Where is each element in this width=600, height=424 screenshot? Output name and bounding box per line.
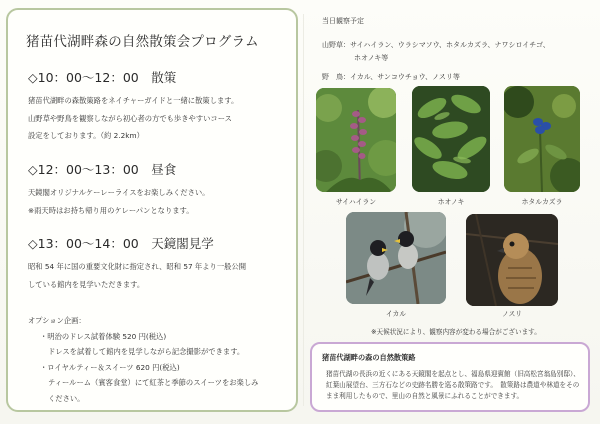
orchid-photo — [316, 88, 396, 192]
birds-label: 野 鳥： — [322, 73, 350, 81]
grosbeak-photo — [346, 212, 446, 304]
program-title: 猪苗代湖畔森の自然散策会プログラム — [26, 34, 259, 50]
photo-caption: ホタルカズラ — [521, 198, 563, 206]
birds-row — [322, 72, 460, 82]
section-line: ※雨天時はお持ち帰り用のケレーパンとなります。 — [28, 205, 194, 215]
section-line: している館内を見学いただきます。 — [28, 279, 145, 289]
options-block — [28, 313, 258, 406]
section-line: 設定をしております。（約 2.2km） — [28, 131, 144, 140]
birds-list: イカル、サンコウチョウ、ノスリ等 — [350, 73, 460, 81]
options-title: オプション企画： — [28, 316, 86, 325]
photo-caption: イカル — [385, 310, 407, 318]
option-line: ドレスを試着して館内を見学しながら記念撮影ができます。 — [48, 347, 245, 356]
section-line: 昭和 54 年に国の重要文化財に指定され、昭和 57 年より一般公開 — [28, 262, 247, 271]
section-heading: ◇10：00〜12：00 散策 — [28, 70, 177, 85]
section-walk — [28, 68, 238, 145]
observation-heading: 当日観察予定 — [322, 17, 364, 25]
plants-list-cont: ホオノキ等 — [354, 54, 389, 62]
plants-list: サイハイラン、ウラシマソウ、ホタルカズラ、ナワシロイチゴ、 — [350, 41, 550, 49]
option-line: ください。 — [48, 393, 85, 403]
trail-info-title: 猪苗代湖畔の森の自然散策路 — [322, 353, 416, 362]
section-line: 猪苗代湖畔の森散策路をネイチャーガイドと一緒に散策します。 — [28, 96, 239, 105]
photo-caption: ノスリ — [501, 310, 523, 318]
blue-flower-photo — [504, 86, 580, 192]
option-line: ティールーム（賓客食堂）にて紅茶と季節のスイーツをお楽しみ — [48, 378, 259, 387]
section-line: 天鏡閣オリジナルケーレーライスをお楽しみください。 — [28, 188, 210, 197]
option-line: ・明治のドレス試着体験 520 円(税込) — [40, 331, 167, 341]
option-line: ・ロイヤルティー＆スイーツ 620 円(税込) — [40, 362, 180, 372]
section-heading: ◇13：00〜14：00 天鏡閣見学 — [28, 236, 214, 251]
photo-caption: ホオノキ — [437, 198, 465, 206]
trail-info-box — [310, 342, 590, 412]
program-panel — [6, 8, 298, 412]
section-lunch — [28, 160, 209, 219]
magnolia-leaves-photo — [412, 86, 490, 192]
section-heading: ◇12：00〜13：00 昼食 — [28, 162, 177, 177]
section-line: 山野草や野鳥を観察しながら初心者の方でも歩きやすいコース — [28, 113, 232, 123]
weather-note: ※天候状況により、観察内容が変わる場合がございます。 — [371, 328, 541, 336]
plants-row — [322, 40, 550, 50]
photo-caption: サイハイラン — [335, 198, 377, 206]
section-tour — [28, 234, 246, 293]
trail-info-text: 猪苗代湖の長浜の近くにある天鏡閣を起点とし、福島県迎賓館（旧高松宮翁島別邸）、紅葉山展望台、三方石などの史跡名勝を巡る散策路です。 散策路は農道や林道をそのまま利用したもので、里山の自然と風景にふれることができます。 — [326, 370, 580, 400]
divider — [303, 14, 304, 406]
buzzard-photo — [466, 214, 558, 306]
plants-label: 山野草： — [322, 41, 350, 49]
